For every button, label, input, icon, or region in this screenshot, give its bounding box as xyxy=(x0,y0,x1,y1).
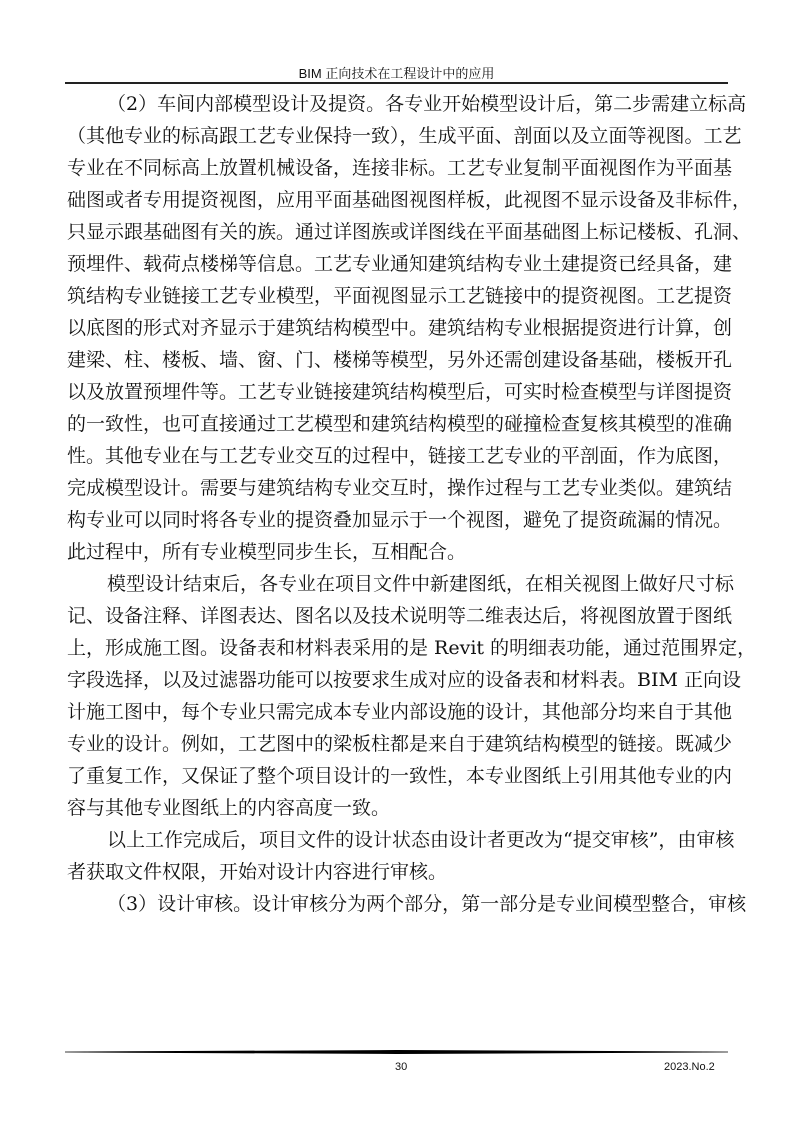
page-number: 30 xyxy=(395,1061,408,1073)
text-line: 以上工作完成后，项目文件的设计状态由设计者更改为“提交审核”，由审核 xyxy=(107,829,735,851)
text-line: 础图或者专用提资视图，应用平面基础图视图样板，此视图不显示设备及非标件， xyxy=(67,189,752,211)
text-line: 建梁、柱、楼板、墙、窗、门、楼梯等模型，另外还需创建设备基础，楼板开孔 xyxy=(67,349,733,371)
header-divider xyxy=(65,82,728,84)
text-line: 的一致性，也可直接通过工艺模型和建筑结构模型的碰撞检查复核其模型的准确 xyxy=(67,413,733,435)
text-line: 记、设备注释、详图表达、图名以及技术说明等二维表达后，将视图放置于图纸 xyxy=(67,605,733,627)
text-line: 完成模型设计。需要与建筑结构专业交互时，操作过程与工艺专业类似。建筑结 xyxy=(67,477,733,499)
text-line: 性。其他专业在与工艺专业交互的过程中，链接工艺专业的平剖面，作为底图， xyxy=(67,445,733,467)
text-line: 模型设计结束后，各专业在项目文件中新建图纸，在相关视图上做好尺寸标 xyxy=(107,573,735,595)
text-line: 者获取文件权限，开始对设计内容进行审核。 xyxy=(67,861,448,883)
text-line: （其他专业的标高跟工艺专业保持一致），生成平面、剖面以及立面等视图。工艺 xyxy=(67,125,742,147)
text-line: 此过程中，所有专业模型同步生长，互相配合。 xyxy=(67,541,467,563)
text-line: 字段选择，以及过滤器功能可以按要求生成对应的设备表和材料表。BIM 正向设 xyxy=(67,669,741,691)
text-line: 以及放置预埋件等。工艺专业链接建筑结构模型后，可实时检查模型与详图提资 xyxy=(67,381,733,403)
running-header: BIM 正向技术在工程设计中的应用 xyxy=(298,66,495,81)
text-line: 上，形成施工图。设备表和材料表采用的是 Revit 的明细表功能，通过范围界定， xyxy=(67,637,757,659)
text-line: （3）设计审核。设计审核分为两个部分，第一部分是专业间模型整合，审核 xyxy=(107,893,747,915)
body-text xyxy=(67,88,757,920)
text-line: 构专业可以同时将各专业的提资叠加显示于一个视图，避免了提资疏漏的情况。 xyxy=(67,509,733,531)
text-line: 了重复工作，又保证了整个项目设计的一致性，本专业图纸上引用其他专业的内 xyxy=(67,765,733,787)
issue-label: 2023.No.2 xyxy=(664,1061,715,1073)
text-line: 专业在不同标高上放置机械设备，连接非标。工艺专业复制平面视图作为平面基 xyxy=(67,157,733,179)
text-line: 预埋件、载荷点楼梯等信息。工艺专业通知建筑结构专业土建提资已经具备，建 xyxy=(67,253,733,275)
text-line: 专业的设计。例如，工艺图中的梁板柱都是来自于建筑结构模型的链接。既减少 xyxy=(67,733,733,755)
footer-divider xyxy=(65,1050,728,1054)
text-line: （2）车间内部模型设计及提资。各专业开始模型设计后，第二步需建立标高 xyxy=(107,93,747,115)
text-line: 以底图的形式对齐显示于建筑结构模型中。建筑结构专业根据提资进行计算，创 xyxy=(67,317,733,339)
text-line: 容与其他专业图纸上的内容高度一致。 xyxy=(67,797,391,819)
text-line: 计施工图中，每个专业只需完成本专业内部设施的设计，其他部分均来自于其他 xyxy=(67,701,733,723)
text-line: 筑结构专业链接工艺专业模型，平面视图显示工艺链接中的提资视图。工艺提资 xyxy=(67,285,733,307)
text-line: 只显示跟基础图有关的族。通过详图族或详图线在平面基础图上标记楼板、孔洞、 xyxy=(67,221,752,243)
